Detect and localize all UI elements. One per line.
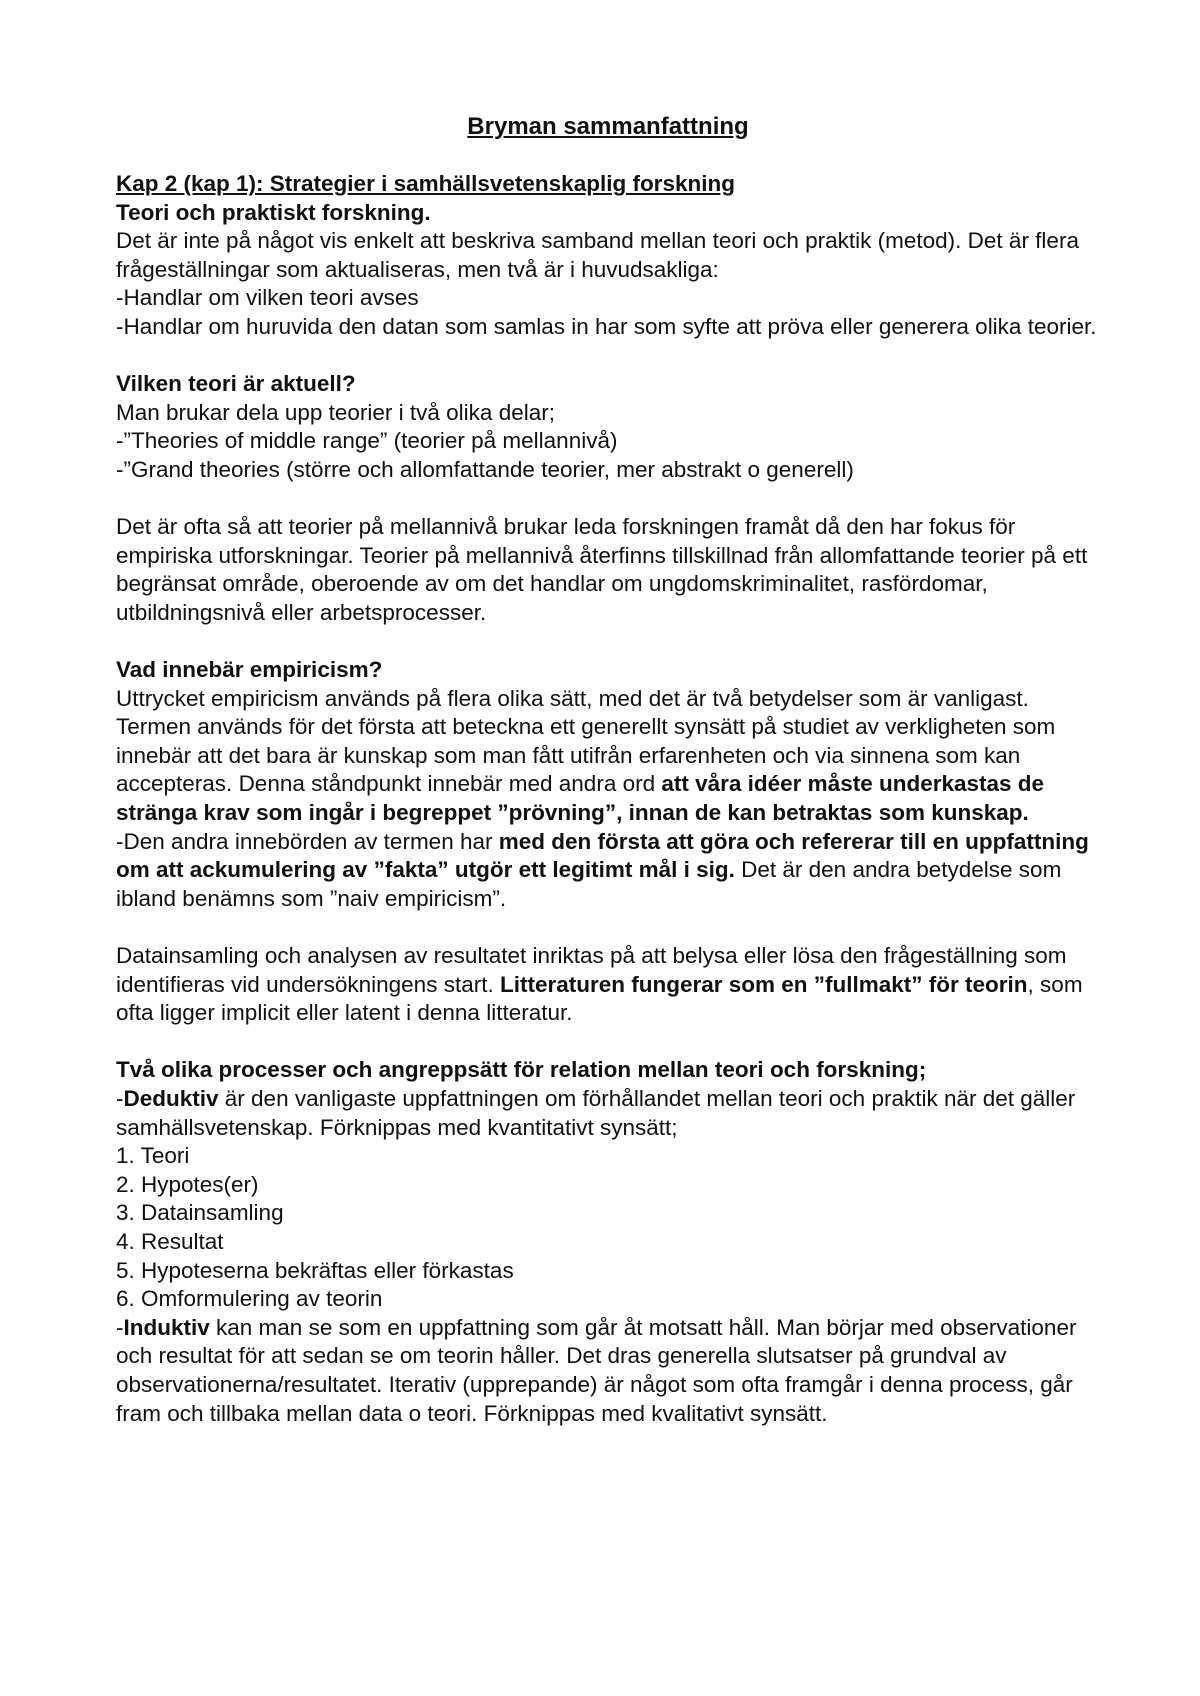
paragraph-text: Uttrycket empiricism används på flera olika sätt, med det är två betydelser som är vanligast. Termen används för det första att beteckna ett generellt synsätt på studiet av verkligheten som innebär att det bara är kunskap som man fått utifrån erfarenheten och via sinnena som kan accepteras. Denna ståndpunkt innebär med andra ord xyxy=(116,685,1056,797)
paragraph-text: -Den andra innebörden av termen har xyxy=(116,828,499,854)
list-item-middle-range: -”Theories of middle range” (teorier på mellannivå) xyxy=(116,428,618,454)
paragraph-middle-range: Det är ofta så att teorier på mellannivå brukar leda forskningen framåt då den har fokus för empiriska utforskningar. Teorier på mellannivå återfinns tillskillnad från allomfattande teorier på ett begränsat område, oberoende av om det handlar om ungdomskriminalitet, rasfördomar, utbildningsnivå eller arbetsprocesser. xyxy=(116,514,1088,625)
paragraph-inductive xyxy=(116,1314,1100,1428)
paragraph-text: är den vanligaste uppfattningen om förhållandet mellan teori och praktik när det gäller samhällsvetenskap. Förknippas med kvantitativt synsätt; xyxy=(116,1086,1076,1140)
list-item-data-purpose: -Handlar om huruvida den datan som samlas in har som syfte att pröva eller generera olika teorier. xyxy=(116,313,1097,339)
section-heading-theory-practice: Teori och praktiskt forskning. xyxy=(116,199,431,225)
list-item-step: 2. Hypotes(er) xyxy=(116,1171,259,1197)
section-heading-processes: Två olika processer och angreppsätt för relation mellan teori och forskning; xyxy=(116,1057,927,1083)
list-item-step: 1. Teori xyxy=(116,1143,190,1169)
paragraph-gap xyxy=(116,628,1100,657)
section-heading-current-theory: Vilken teori är aktuell? xyxy=(116,371,356,397)
list-item-grand-theories: -”Grand theories (större och allomfattande teorier, mer abstrakt o generell) xyxy=(116,456,854,482)
list-item-step: 3. Datainsamling xyxy=(116,1200,284,1226)
paragraph-text: Datainsamling och analysen av resultatet inriktas på att belysa eller lösa den frågeställning som identifieras vid undersökningens start. xyxy=(116,943,1067,997)
paragraph-text: - xyxy=(116,1314,124,1340)
document-page xyxy=(116,112,1100,1428)
document-title: Bryman sammanfattning xyxy=(467,113,749,140)
emphasis-text: Litteraturen fungerar som en ”fullmakt” för teorin xyxy=(499,971,1028,997)
paragraph-data-collection xyxy=(116,942,1100,1028)
paragraph-text: kan man se som en uppfattning som går åt motsatt håll. Man börjar med observationer och resultat för att sedan se om teorin håller. Det dras generella slutsatser på grundval av observationerna/resultatet. Iterativ (upprepande) är något som ofta framgår i denna process, går fram och tillbaka mellan data o teori. Förknippas med kvalitativt synsätt. xyxy=(116,1314,1077,1426)
paragraph-gap xyxy=(116,913,1100,942)
paragraph-deductive xyxy=(116,1085,1100,1142)
section-body-theory-practice: Det är inte på något vis enkelt att beskriva samband mellan teori och praktik (metod). Det är flera frågeställningar som aktualiseras, men två är i huvudsakliga: xyxy=(116,228,1079,282)
list-item-step: 5. Hypoteserna bekräftas eller förkastas xyxy=(116,1257,514,1283)
text-line: Man brukar dela upp teorier i två olika delar; xyxy=(116,399,555,425)
chapter-heading: Kap 2 (kap 1): Strategier i samhällsvetenskaplig forskning xyxy=(116,171,735,196)
term-deductive: Deduktiv xyxy=(123,1086,219,1111)
paragraph-gap xyxy=(116,485,1100,514)
paragraph-gap xyxy=(116,1028,1100,1057)
paragraph-text: , som ofta ligger implicit eller latent i denna litteratur. xyxy=(116,971,1083,1026)
emphasis-text: att våra idéer måste underkastas de stränga krav som ingår i begreppet ”prövning”, innan de kan betraktas som kunskap. xyxy=(116,771,1045,826)
paragraph-text: Det är den andra betydelse som ibland benämns som ”naiv empiricism”. xyxy=(116,857,1062,911)
list-item-theory: -Handlar om vilken teori avses xyxy=(116,285,419,311)
emphasis-text: med den första att göra och refererar till en uppfattning om att ackumulering av ”fakta” utgör ett legitimt mål i sig. xyxy=(116,828,1089,883)
paragraph-gap xyxy=(116,342,1100,371)
list-item-step: 4. Resultat xyxy=(116,1228,224,1254)
paragraph-text: - xyxy=(116,1086,124,1111)
section-heading-empiricism: Vad innebär empiricism? xyxy=(116,657,383,683)
paragraph-empiricism-1 xyxy=(116,685,1100,828)
list-item-step: 6. Omformulering av teorin xyxy=(116,1286,383,1312)
term-inductive: Induktiv xyxy=(123,1314,210,1340)
paragraph-empiricism-2 xyxy=(116,828,1100,914)
